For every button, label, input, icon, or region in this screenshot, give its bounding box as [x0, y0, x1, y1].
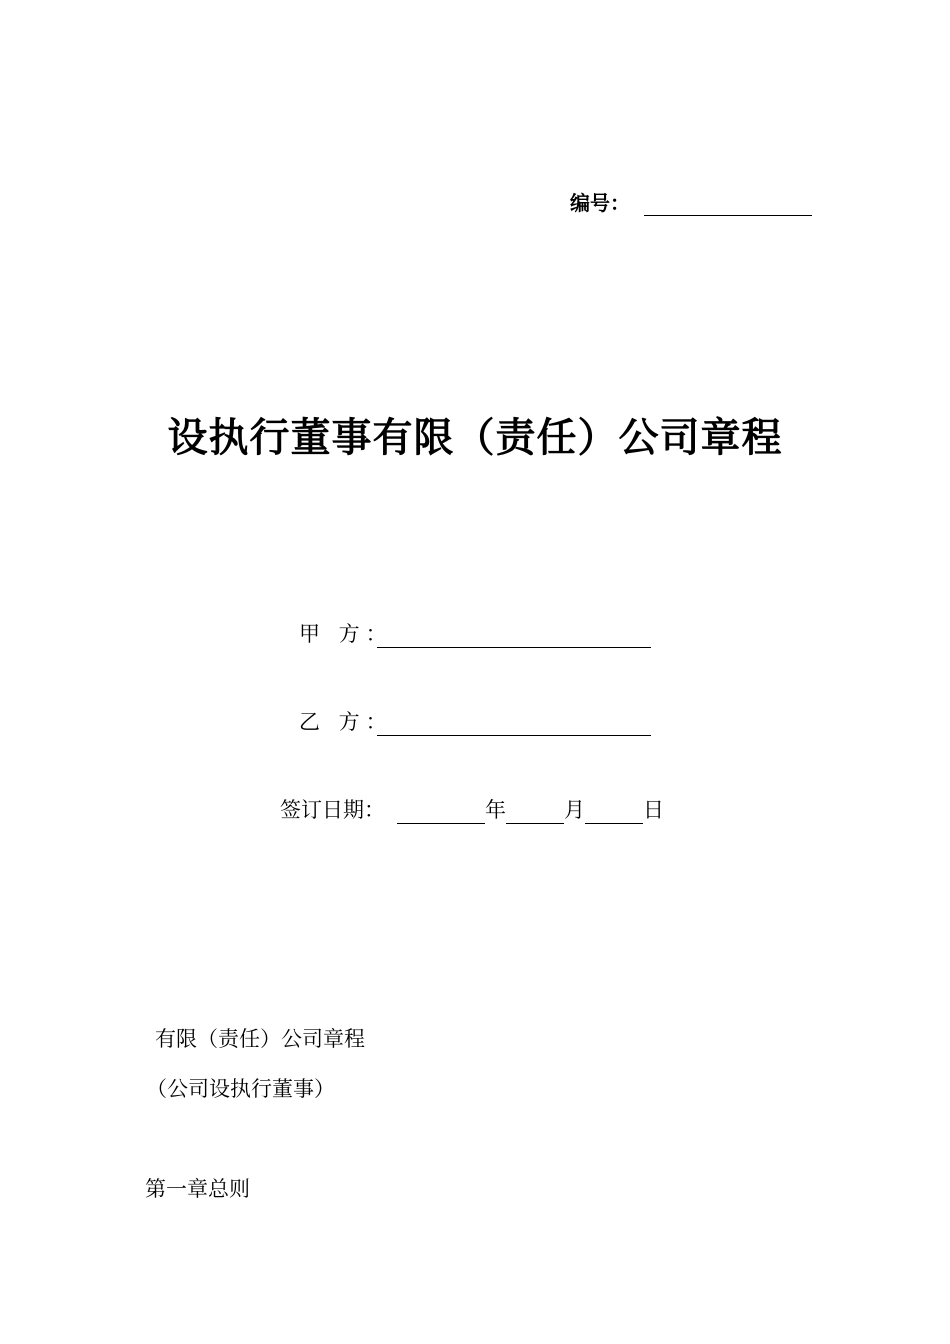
serial-number-blank — [644, 193, 812, 216]
day-blank — [585, 801, 643, 824]
signing-date-row — [280, 796, 664, 824]
month-unit: 月 — [564, 798, 585, 822]
chapter-heading: 第一章总则 — [145, 1177, 250, 1201]
day-unit: 日 — [643, 798, 664, 822]
charter-subtitle: 有限（责任）公司章程 — [155, 1027, 365, 1051]
party-b-label: 乙 方： — [299, 710, 393, 734]
party-a-row — [299, 620, 651, 648]
serial-number-label: 编号： — [570, 191, 630, 215]
party-a-blank — [377, 625, 651, 648]
party-b-row — [299, 708, 651, 736]
year-unit: 年 — [485, 798, 506, 822]
month-blank — [506, 801, 564, 824]
year-blank — [397, 801, 485, 824]
party-b-blank — [377, 713, 651, 736]
signing-date-label: 签订日期： — [280, 798, 385, 822]
charter-note: （公司设执行董事） — [146, 1077, 335, 1101]
serial-number-row — [570, 190, 812, 216]
document-title: 设执行董事有限（责任）公司章程 — [167, 415, 783, 461]
party-a-label: 甲 方： — [299, 622, 393, 646]
